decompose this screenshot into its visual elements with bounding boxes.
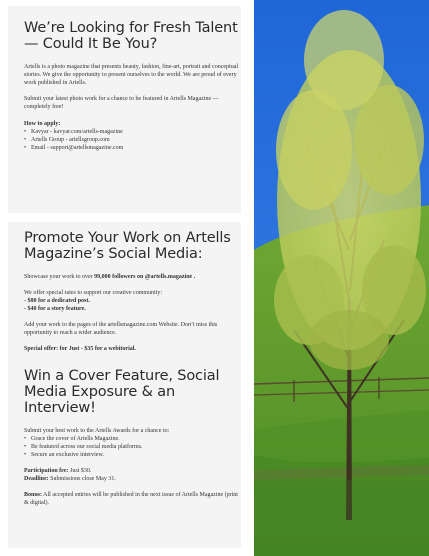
tree-photo xyxy=(254,0,429,556)
showcase-paragraph xyxy=(24,273,239,281)
promote-heading: Promote Your Work on Artells Magazine’s Social Media: xyxy=(24,230,231,262)
website-paragraph: Add your work to the pages of the artellsmagazine.com Website. Don’t miss this opportunity to reach a wider audience. xyxy=(24,322,218,336)
fee-value: Just $30. xyxy=(68,468,92,474)
showcase-suffix: . xyxy=(192,274,196,280)
apply-item-email[interactable]: • Email - support@artellsmagazine.com xyxy=(24,144,239,152)
special-offer-paragraph xyxy=(24,345,239,353)
rate-dedicated-post: - $80 for a dedicated post. xyxy=(24,298,90,304)
tree-on-hill-image xyxy=(254,0,429,556)
awards-heading: Win a Cover Feature, Social Media Exposure & an Interview! xyxy=(24,368,220,416)
bonus-paragraph xyxy=(24,491,239,507)
apply-item-kavyar[interactable]: • Kavyar - kavyar.com/artells-magazine xyxy=(24,128,239,136)
showcase-followers: 99,000 followers on @artells.magazine xyxy=(94,274,193,280)
submit-paragraph: Submit your latest photo work for a chance to be featured in Artells Magazine — completely free! xyxy=(24,96,219,110)
bonus-label: Bonus: xyxy=(24,492,43,498)
rate-story-feature: - $40 for a story feature. xyxy=(24,306,86,312)
promote-and-awards-content xyxy=(24,230,239,507)
rates-intro: We offer special rates to support our creative community: xyxy=(24,290,163,296)
fee-label: Participation fee: xyxy=(24,468,69,474)
fresh-talent-content xyxy=(24,20,239,152)
fresh-talent-panel xyxy=(8,6,241,213)
rates-paragraph xyxy=(24,289,239,313)
how-to-apply-list xyxy=(24,128,239,152)
how-to-apply-label: How to apply: xyxy=(24,121,61,127)
deadline-value: Submissions close May 31. xyxy=(48,476,116,482)
special-offer: Special offer: for Just - $35 for a webitorial. xyxy=(24,346,136,352)
promote-and-awards-panel xyxy=(8,222,241,548)
awards-item-interview: • Secure an exclusive interview. xyxy=(24,451,239,459)
showcase-prefix: Showcase your work to over xyxy=(24,274,95,280)
fresh-talent-heading: We’re Looking for Fresh Talent — Could It Be You? xyxy=(24,20,238,52)
awards-item-social: • Be featured across our social media platforms. xyxy=(24,443,239,451)
fee-deadline-paragraph xyxy=(24,467,239,483)
apply-item-group[interactable]: • Artells Group - artellsgroup.com xyxy=(24,136,239,144)
awards-item-cover: • Grace the cover of Artells Magazine. xyxy=(24,435,239,443)
awards-list xyxy=(24,435,239,459)
intro-paragraph: Artells is a photo magazine that presents beauty, fashion, fine-art, portrait and conceptual stories. We give the opportunity to present ourselves to the world. We are proud of every work published in Artells. xyxy=(24,64,239,86)
awards-intro: Submit your best work to the Artells Awards for a chance to: xyxy=(24,428,170,434)
deadline-label: Deadline: xyxy=(24,476,49,482)
bonus-value: All accepted entries will be published in the next issue of Artells Magazine (print & digital). xyxy=(24,492,238,506)
